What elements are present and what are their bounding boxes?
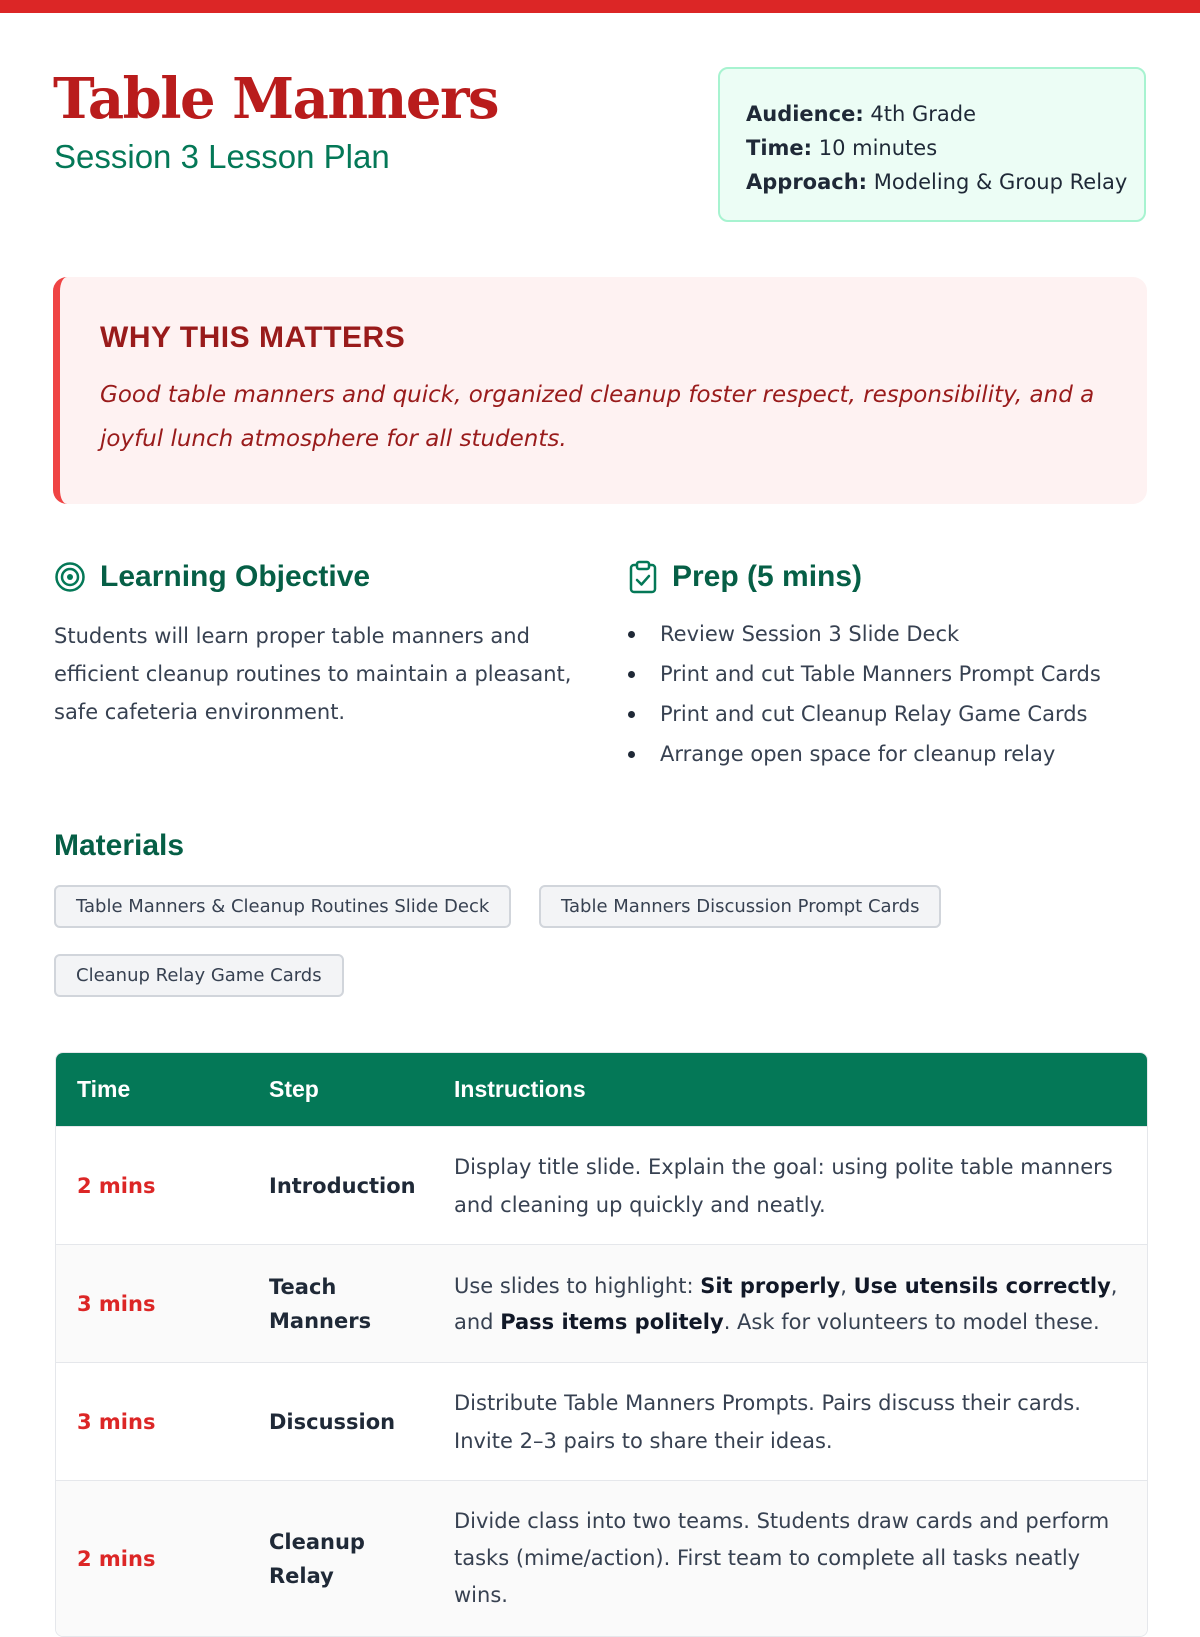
material-chip: Cleanup Relay Game Cards: [54, 954, 344, 997]
row-step: Cleanup Relay: [269, 1529, 365, 1588]
objective-heading-text: Learning Objective: [100, 560, 371, 593]
header-step: Step: [269, 1076, 319, 1102]
row-step: Discussion: [269, 1409, 396, 1434]
ins-text: ,: [840, 1273, 854, 1298]
ins-text: , and: [454, 1273, 1118, 1334]
objective-heading: [54, 560, 370, 594]
prep-item: Arrange open space for cleanup relay: [626, 734, 1101, 774]
prep-item: Review Session 3 Slide Deck: [626, 614, 1101, 654]
prep-heading: [628, 560, 862, 594]
material-chip: Table Manners & Cleanup Routines Slide Deck: [54, 885, 511, 928]
prep-item: Print and cut Table Manners Prompt Cards: [626, 654, 1101, 694]
clipboard-check-icon: [628, 560, 658, 594]
ins-bold: Pass items politely: [500, 1309, 724, 1334]
top-accent-bar: [0, 0, 1200, 13]
table-row: [56, 1244, 1147, 1362]
header-time: Time: [77, 1076, 131, 1102]
ins-bold: Sit properly: [700, 1273, 841, 1298]
table-header: [56, 1053, 1147, 1126]
approach-row: [746, 165, 1128, 199]
audience-label: Audience:: [746, 102, 864, 126]
info-box: [718, 67, 1146, 222]
objective-text: Students will learn proper table manners and efficient cleanup routines to maintain a pleasant, safe cafeteria environment.: [54, 624, 572, 724]
header-instructions: Instructions: [454, 1076, 586, 1102]
audience-row: [746, 97, 1118, 131]
row-time: 3 mins: [77, 1291, 156, 1316]
table-row: [56, 1126, 1147, 1244]
schedule-table: [55, 1052, 1148, 1637]
row-time: 2 mins: [77, 1173, 156, 1198]
why-text: Good table manners and quick, organized cleanup foster respect, responsibility, and a joyful lunch atmosphere for all students.: [100, 382, 1095, 452]
ins-text: . Ask for volunteers to model these.: [723, 1309, 1100, 1334]
table-row: [56, 1480, 1147, 1636]
why-heading: WHY THIS MATTERS: [100, 321, 406, 354]
ins-bold: Use utensils correctly: [853, 1273, 1111, 1298]
prep-heading-text: Prep (5 mins): [672, 560, 863, 593]
row-time: 2 mins: [77, 1546, 156, 1571]
why-this-matters-callout: [53, 277, 1147, 504]
row-step: Teach Manners: [269, 1274, 372, 1333]
approach-label: Approach:: [746, 170, 868, 194]
ins-text: Use slides to highlight:: [454, 1273, 701, 1298]
row-instructions: Distribute Table Manners Prompts. Pairs discuss their cards. Invite 2–3 pairs to share their ideas.: [454, 1390, 1081, 1453]
row-instructions: Display title slide. Explain the goal: using polite table manners and cleaning up quickly and neatly.: [454, 1154, 1113, 1217]
page-title: Table Manners: [53, 66, 499, 132]
prep-list: [626, 614, 1101, 774]
audience-value: 4th Grade: [870, 102, 977, 126]
target-icon: [54, 561, 86, 593]
time-value: 10 minutes: [818, 136, 938, 160]
approach-value: Modeling & Group Relay: [873, 170, 1128, 194]
row-step: Introduction: [269, 1173, 416, 1198]
row-instructions: [454, 1268, 1147, 1340]
prep-item: Print and cut Cleanup Relay Game Cards: [626, 694, 1101, 734]
time-label: Time:: [746, 136, 813, 160]
page-subtitle: Session 3 Lesson Plan: [54, 138, 390, 175]
table-row: [56, 1362, 1147, 1480]
material-chip: Table Manners Discussion Prompt Cards: [539, 885, 941, 928]
materials-heading: Materials: [54, 829, 185, 862]
time-row: [746, 131, 1118, 165]
row-instructions: Divide class into two teams. Students draw cards and perform tasks (mime/action). First team to complete all tasks neatly wins.: [454, 1509, 1110, 1607]
row-time: 3 mins: [77, 1409, 156, 1434]
